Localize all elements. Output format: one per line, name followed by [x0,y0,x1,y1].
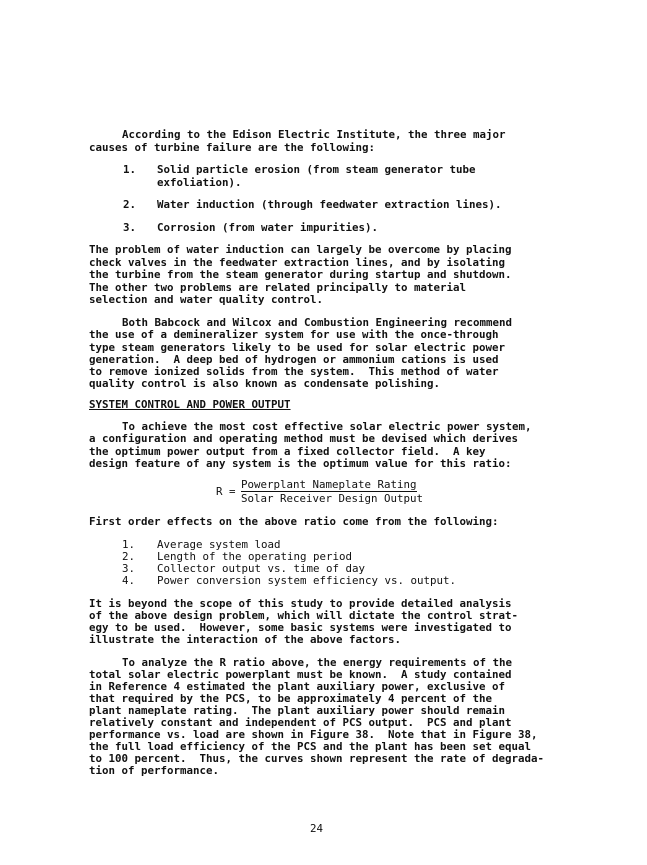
para3-line: type steam generators likely to be used for solar electric power [89,341,506,354]
list1-item-text: Corrosion (from water impurities). [157,221,379,234]
formula-denominator: Solar Receiver Design Output [241,492,424,505]
para5-line: First order effects on the above ratio come from the following: [89,515,499,528]
para2-line: the turbine from the steam generator during startup and shutdown. [89,268,512,281]
para7-line: to 100 percent. Thus, the curves shown represent the rate of degrada- [89,752,545,765]
list2-number: 3. [122,562,136,575]
para3-line: to remove ionized solids from the system. This method of water [89,365,499,378]
para3-line: generation. A deep bed of hydrogen or ammonium cations is used [89,353,499,366]
para7-line: in Reference 4 estimated the plant auxiliary power, exclusive of [89,680,506,693]
para7-line: tion of performance. [89,764,220,777]
para7-line: that required by the PCS, to be approximately 4 percent of the [89,692,493,705]
formula-numerator: Powerplant Nameplate Rating [241,478,417,491]
list1-item-text: exfoliation). [157,176,242,189]
para1-line: According to the Edison Electric Institute, the three major [122,128,506,141]
para7-line: relatively constant and independent of PCS output. PCS and plant [89,716,512,729]
para4-line: the optimum power output from a fixed collector field. A key [89,445,486,458]
list2-item-text: Average system load [157,538,281,551]
para6-line: illustrate the interaction of the above factors. [89,633,402,646]
para7-line: total solar electric powerplant must be known. A study contained [89,668,512,681]
list2-item-text: Collector output vs. time of day [157,562,366,575]
list2-item-text: Power conversion system efficiency vs. output. [157,574,457,587]
list1-number: 3. [123,221,137,234]
para3-line: quality control is also known as condensate polishing. [89,377,441,390]
section-heading: SYSTEM CONTROL AND POWER OUTPUT [89,398,291,411]
para7-line: performance vs. load are shown in Figure 38. Note that in Figure 38, [89,728,538,741]
para3-line: Both Babcock and Wilcox and Combustion Engineering recommend [122,316,513,329]
list1-number: 2. [123,198,137,211]
para2-line: selection and water quality control. [89,293,324,306]
para6-line: egy to be used. However, some basic systems were investigated to [89,621,512,634]
para4-line: a configuration and operating method must be devised which derives [89,432,519,445]
para2-line: check valves in the feedwater extraction lines, and by isolating [89,256,506,269]
para2-line: The problem of water induction can largely be overcome by placing [89,243,512,256]
para7-line: the full load efficiency of the PCS and the plant has been set equal [89,740,532,753]
para4-line: design feature of any system is the optimum value for this ratio: [89,457,512,470]
para7-line: To analyze the R ratio above, the energy requirements of the [122,656,513,669]
para6-line: of the above design problem, which will dictate the control strat- [89,609,519,622]
para7-line: plant nameplate rating. The plant auxiliary power should remain [89,704,506,717]
para6-line: It is beyond the scope of this study to provide detailed analysis [89,597,512,610]
list1-item-text: Solid particle erosion (from steam generator tube [157,163,476,176]
para2-line: The other two problems are related principally to material [89,281,467,294]
para1-line: causes of turbine failure are the following: [89,141,376,154]
list2-number: 1. [122,538,136,551]
list2-number: 4. [122,574,136,587]
formula-lhs: R = [216,485,236,498]
list2-item-text: Length of the operating period [157,550,353,563]
para3-line: the use of a demineralizer system for use with the once-through [89,328,499,341]
para4-line: To achieve the most cost effective solar electric power system, [122,420,532,433]
page-number: 24 [310,822,324,835]
list2-number: 2. [122,550,136,563]
list1-item-text: Water induction (through feedwater extraction lines). [157,198,502,211]
list1-number: 1. [123,163,137,176]
